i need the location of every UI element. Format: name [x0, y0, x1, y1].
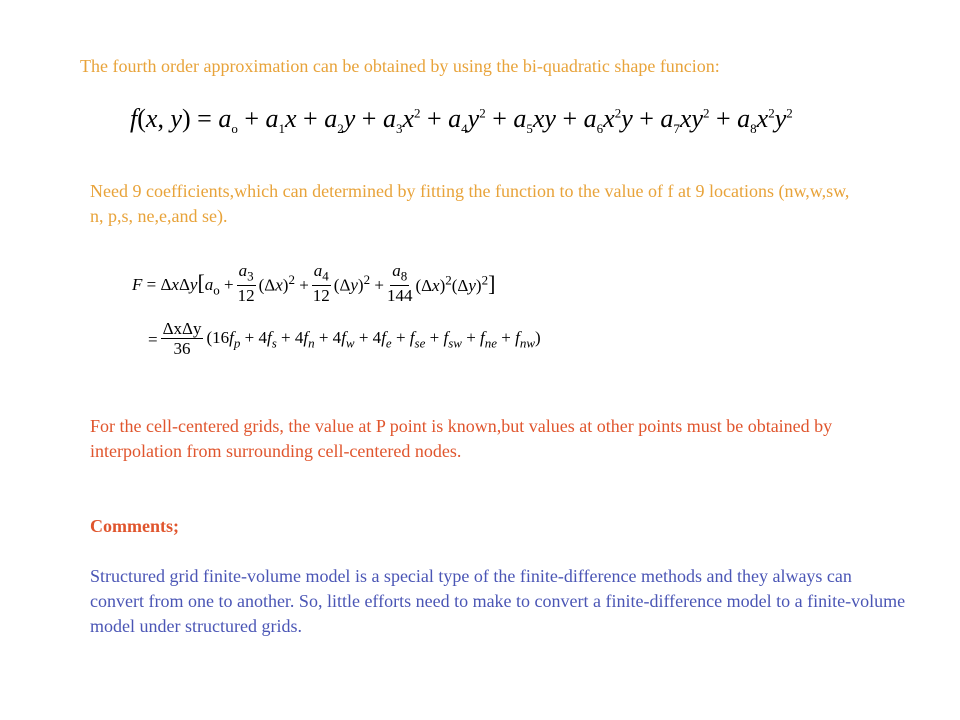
- cell-centered-text: For the cell-centered grids, the value at P point is known,but values at other points must be obtained by interpolation from surrounding cell-centered nodes.: [90, 416, 833, 461]
- coefficients-text: Need 9 coefficients,which can determined by fitting the function to the value of f at 9 locations (nw,w,sw, n, p,s, ne,e,and se).: [90, 181, 850, 226]
- comments-heading: Comments;: [90, 516, 179, 536]
- comments-body: Structured grid finite-volume model is a special type of the finite-difference methods and they always can convert from one to another. So, little efforts need to make to convert a finite-difference model to a finite-volume model under structured grids.: [90, 566, 906, 636]
- flux-integral-formula: $F = \Delta x\Delta y[a_o$ + $\frac{a_3}{12}$ $(\Delta x)^2$ + $\frac{a_4}{12}$ $(\Delta y)^2$ + $\frac{a_8}{144}$ $(\Delta x)^2(\Delta y)^2$]: [132, 261, 496, 306]
- intro-text: The fourth order approximation can be obtained by using the bi-quadratic shape funcion:: [80, 56, 720, 76]
- nine-point-formula: = $\frac{\text{ΔxΔy}}{36}$ $(16f_p + 4f_s + 4f_n + 4f_w + 4f_e + f_{se} + f_{sw} + f_{ne} + f_{nw})$: [148, 319, 541, 358]
- biquadratic-shape-function-formula: f(x, $y) = a_o + a_1x + a_2y + a_3x^2 + a_4y^2 + a_5xy + a_6x^2y + a_7xy^2 + a_8x^2y^2$: [130, 104, 793, 137]
